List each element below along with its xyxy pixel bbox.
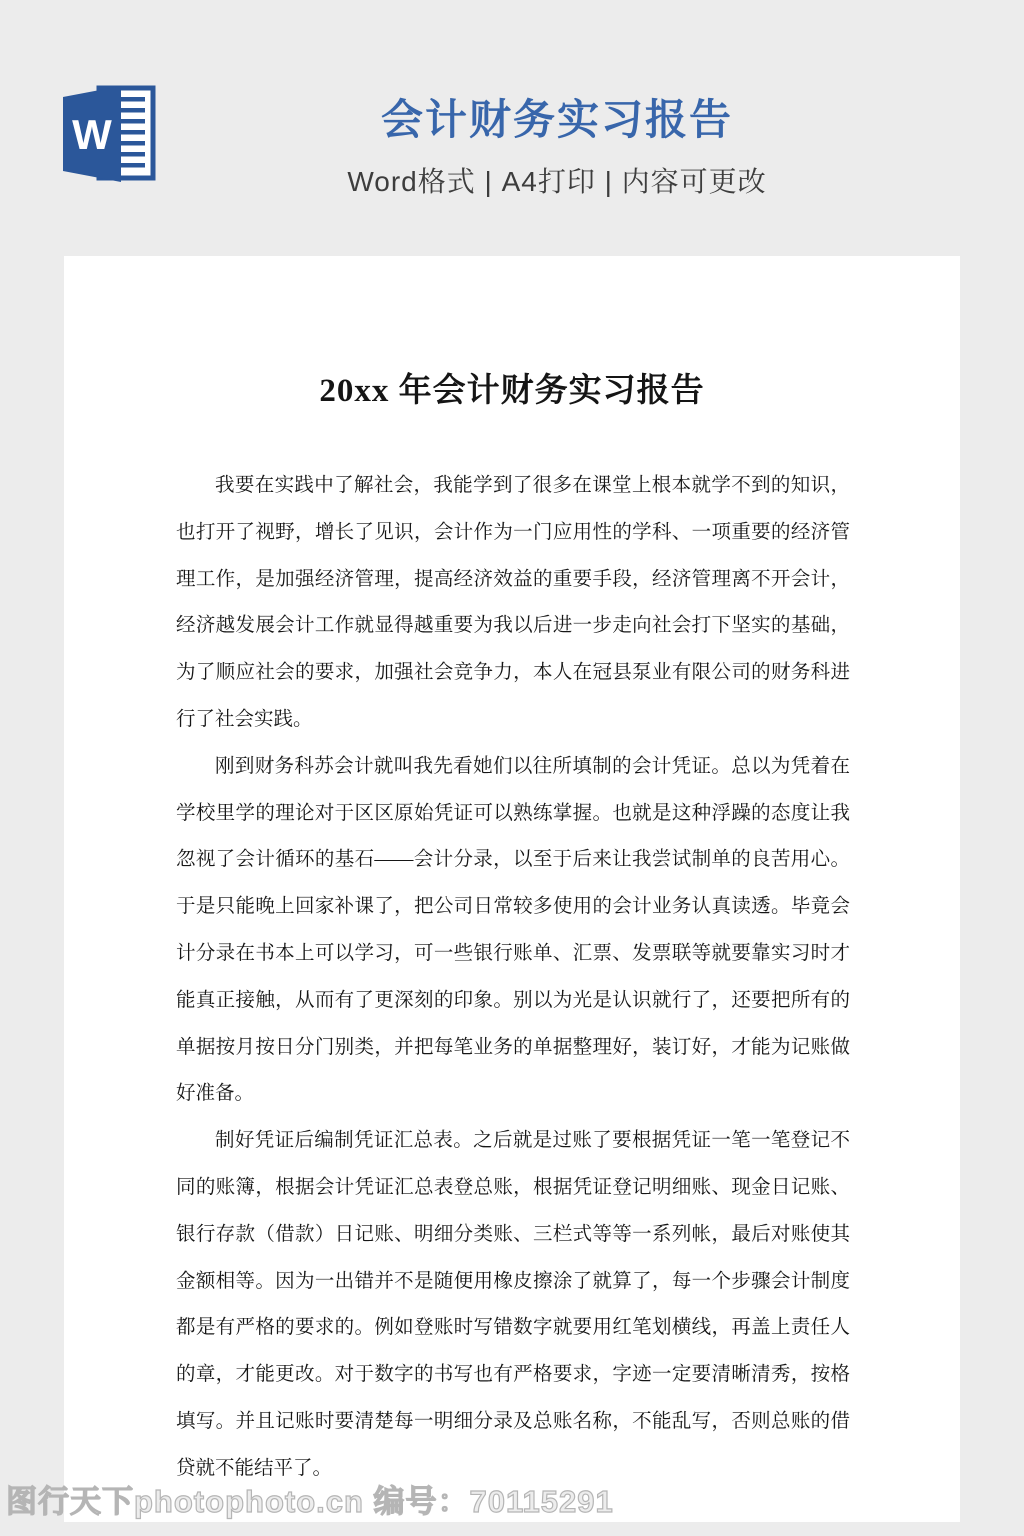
paragraph-1: 我要在实践中了解社会，我能学到了很多在课堂上根本就学不到的知识，也打开了视野，增长了见识，会计作为一门应用性的学科、一项重要的经济管理工作，是加强经济管理，提高经济效益的重要手段，经济管理离不开会计，经济越发展会计工作就显得越重要为我以后进一步走向社会打下坚实的基础，为了顺应社会的要求，加强社会竞争力，本人在冠县泵业有限公司的财务科进行了社会实践。 xyxy=(176,475,850,730)
paragraph-3: 制好凭证后编制凭证汇总表。之后就是过账了要根据凭证一笔一笔登记不同的账簿，根据会计凭证汇总表登总账，根据凭证登记明细账、现金日记账、银行存款（借款）日记账、明细分类账、三栏式等等一系列帐，最后对账使其金额相等。因为一出错并不是随便用橡皮擦涂了就算了，每一个步骤会计制度都是有严格的要求的。例如登账时写错数字就要用红笔划横线，再盖上责任人的章，才能更改。对于数字的书写也有严格要求，字迹一定要清晰清秀，按格填写。并且记账时要清楚每一明细分录及总账名称，不能乱写，否则总账的借贷就不能结平了。 xyxy=(176,1130,850,1479)
header xyxy=(0,0,1024,256)
document-title: 20xx 年会计财务实习报告 xyxy=(319,373,705,409)
word-icon-letter: W xyxy=(72,111,112,158)
header-text-block xyxy=(90,96,1024,200)
watermark: 图行天下photophoto.cn 编号：70115291 xyxy=(6,1484,614,1519)
template-subtitle: Word格式 | A4打印 | 内容可更改 xyxy=(347,166,767,197)
paragraph-2: 刚到财务科苏会计就叫我先看她们以往所填制的会计凭证。总以为凭着在学校里学的理论对于区区原始凭证可以熟练掌握。也就是这种浮躁的态度让我忽视了会计循环的基石——会计分录，以至于后来让我尝试制单的良苦用心。于是只能晚上回家补课了，把公司日常较多使用的会计业务认真读透。毕竟会计分录在书本上可以学习，可一些银行账单、汇票、发票联等就要靠实习时才能真正接触，从而有了更深刻的印象。别以为光是认识就行了，还要把所有的单据按月按日分门别类，并把每笔业务的单据整理好，装订好，才能为记账做好准备。 xyxy=(176,755,850,1105)
document-body xyxy=(176,463,850,1493)
document-page xyxy=(64,256,960,1522)
template-title: 会计财务实习报告 xyxy=(380,96,733,143)
